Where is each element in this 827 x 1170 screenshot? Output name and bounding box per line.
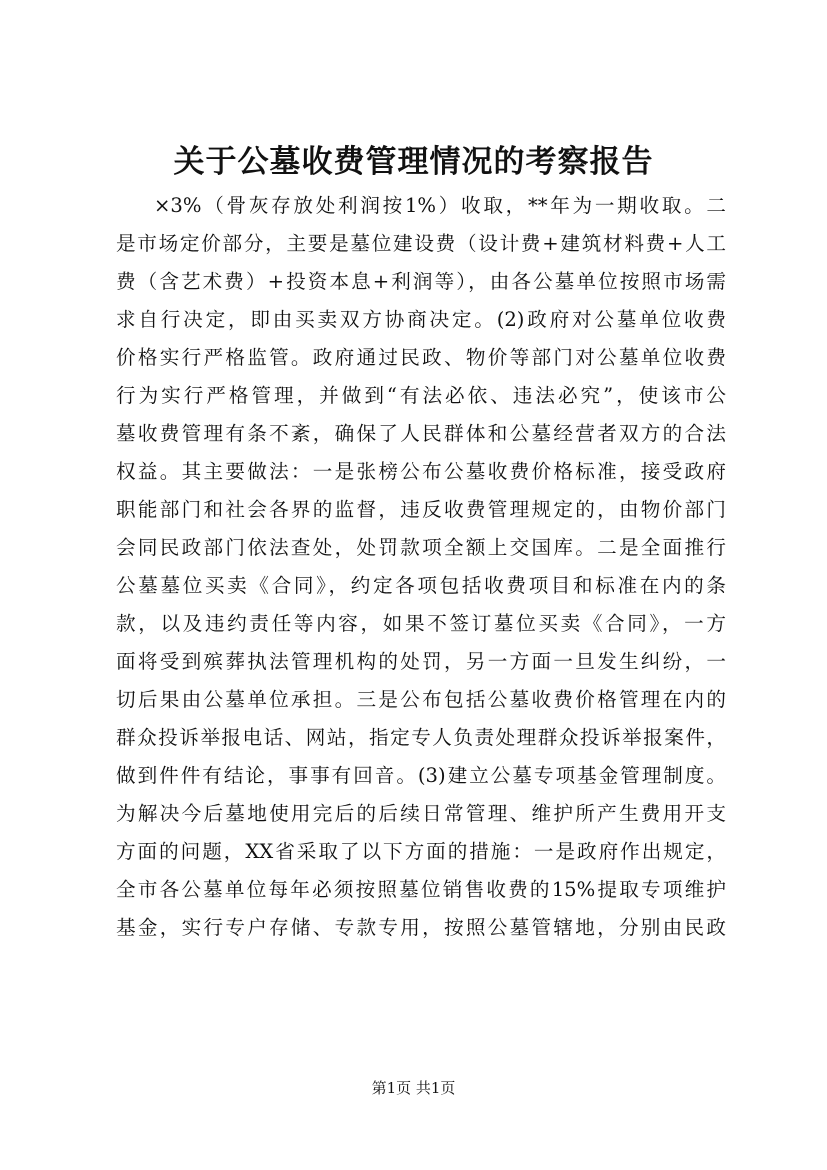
page-title: 关于公墓收费管理情况的考察报告 xyxy=(173,144,654,180)
body-line-19: 全市各公墓单位每年必须按照墓位销售收费的15%提取专项维护 xyxy=(116,878,726,901)
page-footer: 第1页 共1页 xyxy=(371,1079,456,1097)
body-line-2: 是市场定价部分，主要是墓位建设费（设计费+建筑材料费+人工 xyxy=(116,232,726,255)
body-line-14: 切后果由公墓单位承担。三是公布包括公墓收费价格管理在内的 xyxy=(116,688,726,711)
body-line-16: 做到件件有结论，事事有回音。(3)建立公墓专项基金管理制度。 xyxy=(116,764,726,787)
body-line-5: 价格实行严格监管。政府通过民政、物价等部门对公墓单位收费 xyxy=(116,346,726,369)
body-line-10: 会同民政部门依法查处，处罚款项全额上交国库。二是全面推行 xyxy=(116,536,726,559)
body-line-12: 款，以及违约责任等内容，如果不签订墓位买卖《合同》，一方 xyxy=(116,612,726,635)
body-line-4: 求自行决定，即由买卖双方协商决定。(2)政府对公墓单位收费 xyxy=(116,308,726,331)
body-line-13: 面将受到殡葬执法管理机构的处罚，另一方面一旦发生纠纷，一 xyxy=(116,650,726,673)
body-line-20: 基金，实行专户存储、专款专用，按照公墓管辖地，分别由民政 xyxy=(116,916,726,939)
body-line-15: 群众投诉举报电话、网站，指定专人负责处理群众投诉举报案件， xyxy=(116,726,726,749)
body-line-1: ×3%（骨灰存放处利润按1%）收取，**年为一期收取。二 xyxy=(154,194,726,217)
body-line-18: 方面的问题，XX省采取了以下方面的措施：一是政府作出规定， xyxy=(116,840,726,863)
body-line-9: 职能部门和社会各界的监督，违反收费管理规定的，由物价部门 xyxy=(116,498,726,521)
body-line-7: 墓收费管理有条不紊，确保了人民群体和公墓经营者双方的合法 xyxy=(116,422,726,445)
body-line-3: 费（含艺术费）+投资本息+利润等），由各公墓单位按照市场需 xyxy=(116,270,726,293)
body-line-6: 行为实行严格管理，并做到“有法必依、违法必究”，使该市公 xyxy=(116,384,726,407)
body-line-17: 为解决今后墓地使用完后的后续日常管理、维护所产生费用开支 xyxy=(116,802,726,825)
body-line-8: 权益。其主要做法：一是张榜公布公墓收费价格标准，接受政府 xyxy=(116,460,726,483)
body-line-11: 公墓墓位买卖《合同》，约定各项包括收费项目和标准在内的条 xyxy=(116,574,726,597)
